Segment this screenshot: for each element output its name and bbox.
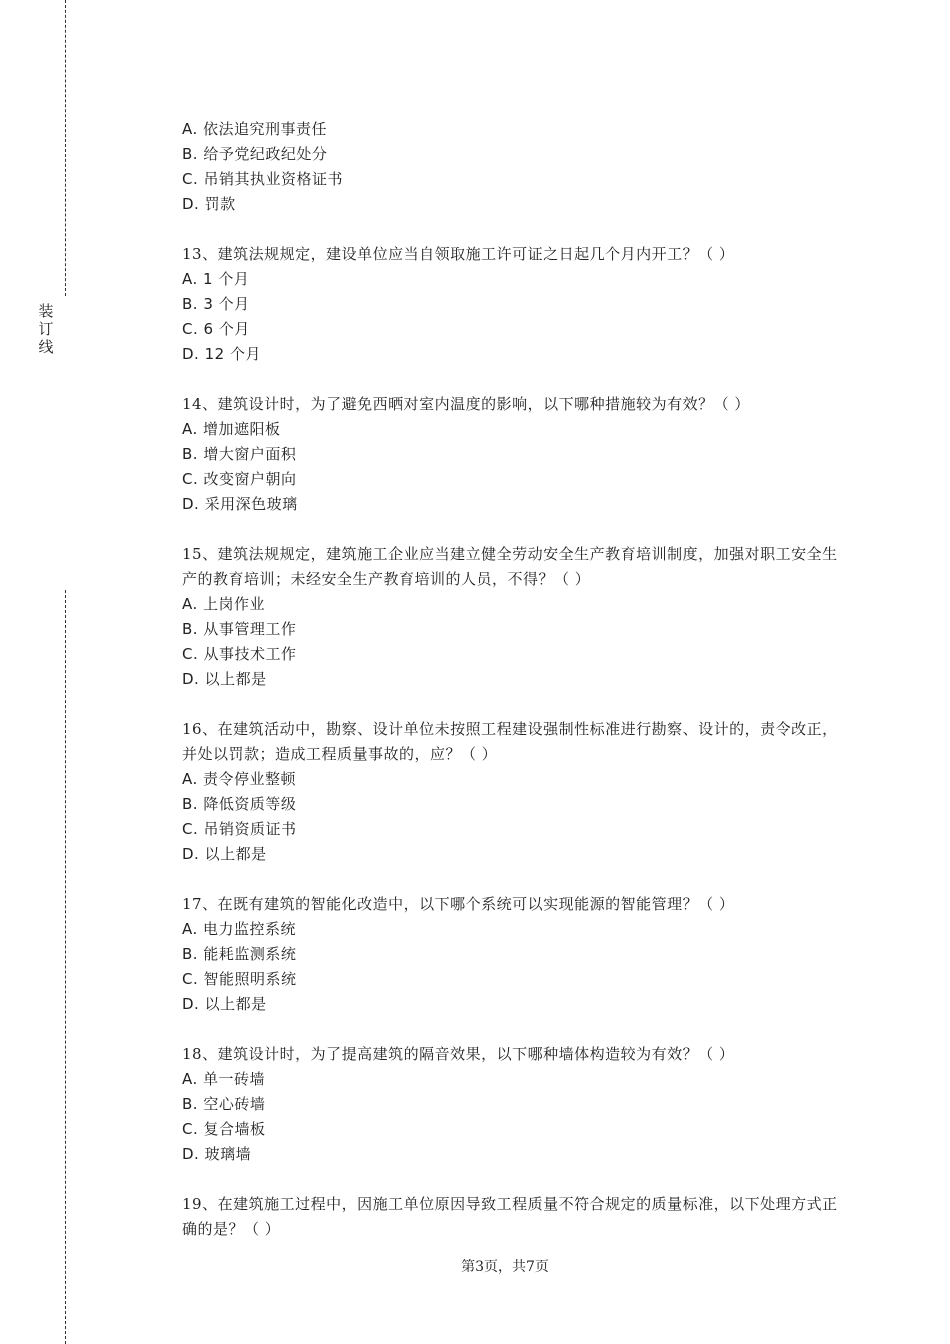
option-a: A. 上岗作业 <box>182 595 266 613</box>
option-c: C. 6 个月 <box>182 320 250 338</box>
page-number: 第3页，共7页 <box>461 1259 549 1275</box>
option-a: A. 单一砖墙 <box>182 1070 266 1088</box>
option-c: C. 复合墙板 <box>182 1120 266 1138</box>
question-19 <box>182 1192 838 1242</box>
option-a: A. 电力监控系统 <box>182 920 297 938</box>
option-c: C. 从事技术工作 <box>182 645 297 663</box>
option-b: B. 3 个月 <box>182 295 250 313</box>
question-16 <box>182 717 838 867</box>
option-d: D. 采用深色玻璃 <box>182 495 298 513</box>
question-17 <box>182 892 838 1017</box>
option-b: B. 空心砖墙 <box>182 1095 266 1113</box>
option-c: C. 吊销资质证书 <box>182 820 297 838</box>
option-d: D. 12 个月 <box>182 345 261 363</box>
option-c: C. 智能照明系统 <box>182 970 297 988</box>
option-b: B. 从事管理工作 <box>182 620 297 638</box>
question-12-options <box>182 117 838 217</box>
question-13 <box>182 242 838 367</box>
option-a: A. 责令停业整顿 <box>182 770 297 788</box>
option-b: B. 给予党纪政纪处分 <box>182 145 328 163</box>
option-c: C. 吊销其执业资格证书 <box>182 170 344 188</box>
question-18 <box>182 1042 838 1167</box>
option-d: D. 以上都是 <box>182 995 267 1013</box>
option-d: D. 以上都是 <box>182 670 267 688</box>
question-stem: 19、在建筑施工过程中，因施工单位原因导致工程质量不符合规定的质量标准，以下处理方式正确的是？（ ） <box>182 1195 838 1238</box>
question-stem: 16、在建筑活动中，勘察、设计单位未按照工程建设强制性标准进行勘察、设计的，责令改正，并处以罚款；造成工程质量事故的，应？（ ） <box>182 720 838 763</box>
option-b: B. 增大窗户面积 <box>182 445 297 463</box>
question-stem: 18、建筑设计时，为了提高建筑的隔音效果，以下哪种墙体构造较为有效？（ ） <box>182 1045 735 1063</box>
option-b: B. 降低资质等级 <box>182 795 297 813</box>
option-b: B. 能耗监测系统 <box>182 945 297 963</box>
question-list <box>182 117 838 1267</box>
question-15 <box>182 542 838 692</box>
option-c: C. 改变窗户朝向 <box>182 470 297 488</box>
option-d: D. 以上都是 <box>182 845 267 863</box>
option-a: A. 依法追究刑事责任 <box>182 120 328 138</box>
binding-line-label: 装 订 线 <box>38 302 54 356</box>
option-a: A. 1 个月 <box>182 270 250 288</box>
question-stem: 17、在既有建筑的智能化改造中，以下哪个系统可以实现能源的智能管理？（ ） <box>182 895 735 913</box>
option-d: D. 玻璃墙 <box>182 1145 252 1163</box>
option-d: D. 罚款 <box>182 195 236 213</box>
question-14 <box>182 392 838 517</box>
binding-dashed-line-top <box>65 0 66 296</box>
option-a: A. 增加遮阳板 <box>182 420 281 438</box>
question-stem: 13、建筑法规规定，建设单位应当自领取施工许可证之日起几个月内开工？（ ） <box>182 245 735 263</box>
binding-dashed-line-bottom <box>65 590 66 1344</box>
question-stem: 14、建筑设计时，为了避免西晒对室内温度的影响，以下哪种措施较为有效？（ ） <box>182 395 750 413</box>
question-stem: 15、建筑法规规定，建筑施工企业应当建立健全劳动安全生产教育培训制度，加强对职工安全生产的教育培训；未经安全生产教育培训的人员，不得？（ ） <box>182 545 838 588</box>
